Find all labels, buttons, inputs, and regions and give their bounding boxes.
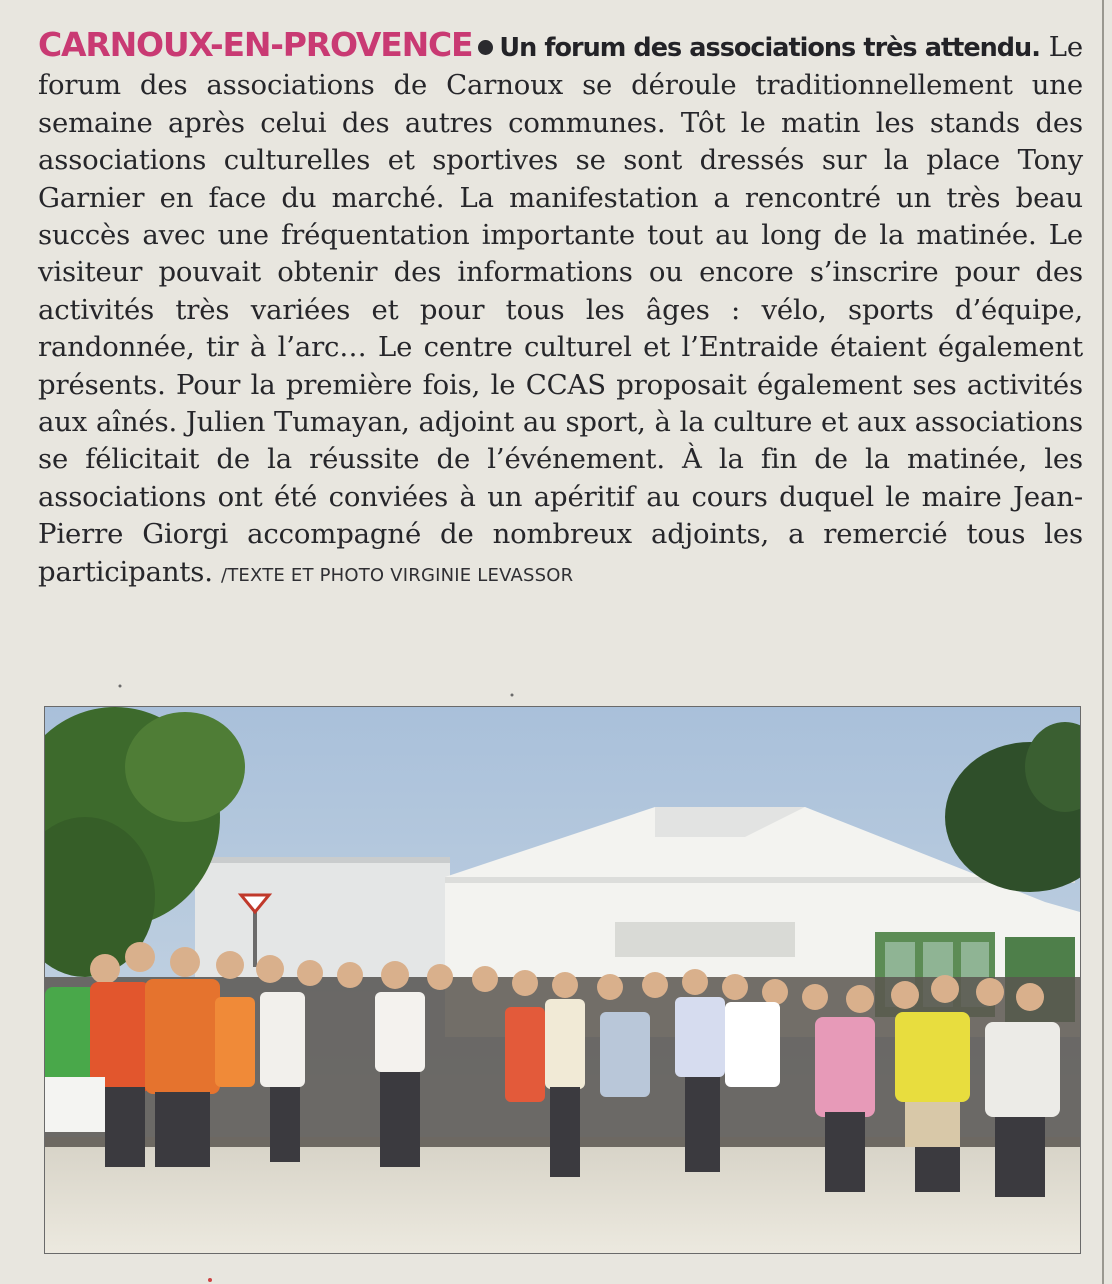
article-body: Le forum des associations de Carnoux se déroule traditionnellement une semaine après celui des autres communes. Tôt le matin les stands des associations culturelles et sportives se sont dressés sur la place Tony Garnier en face du marché. La manifestation a rencontré un très beau succès avec une fréquentation importante tout au long de la matinée. Le visiteur pouvait obtenir des informations ou encore s’inscrire pour des activités très variées et pour tous les âges : vélo, sports d’équipe, randonnée, tir à l’arc… Le centre culturel et l’Entraide étaient également présents. Pour la première fois, le CCAS proposait également ses activités aux aînés. Julien Tumayan, adjoint au sport, à la culture et aux associations se félicitait de la réussite de l’événement. À la fin de la matinée, les associations ont été conviées à un apéritif au cours duquel le maire Jean-Pierre Giorgi accompagné de nombreux adjoints, a remercié tous les participants. <box>38 31 1083 588</box>
photo-credit: /TEXTE ET PHOTO VIRGINIE LEVASSOR <box>220 564 574 586</box>
article-headline: Un forum des associations très attendu. <box>499 33 1040 63</box>
article-kicker: CARNOUX-EN-PROVENCE <box>38 25 473 64</box>
